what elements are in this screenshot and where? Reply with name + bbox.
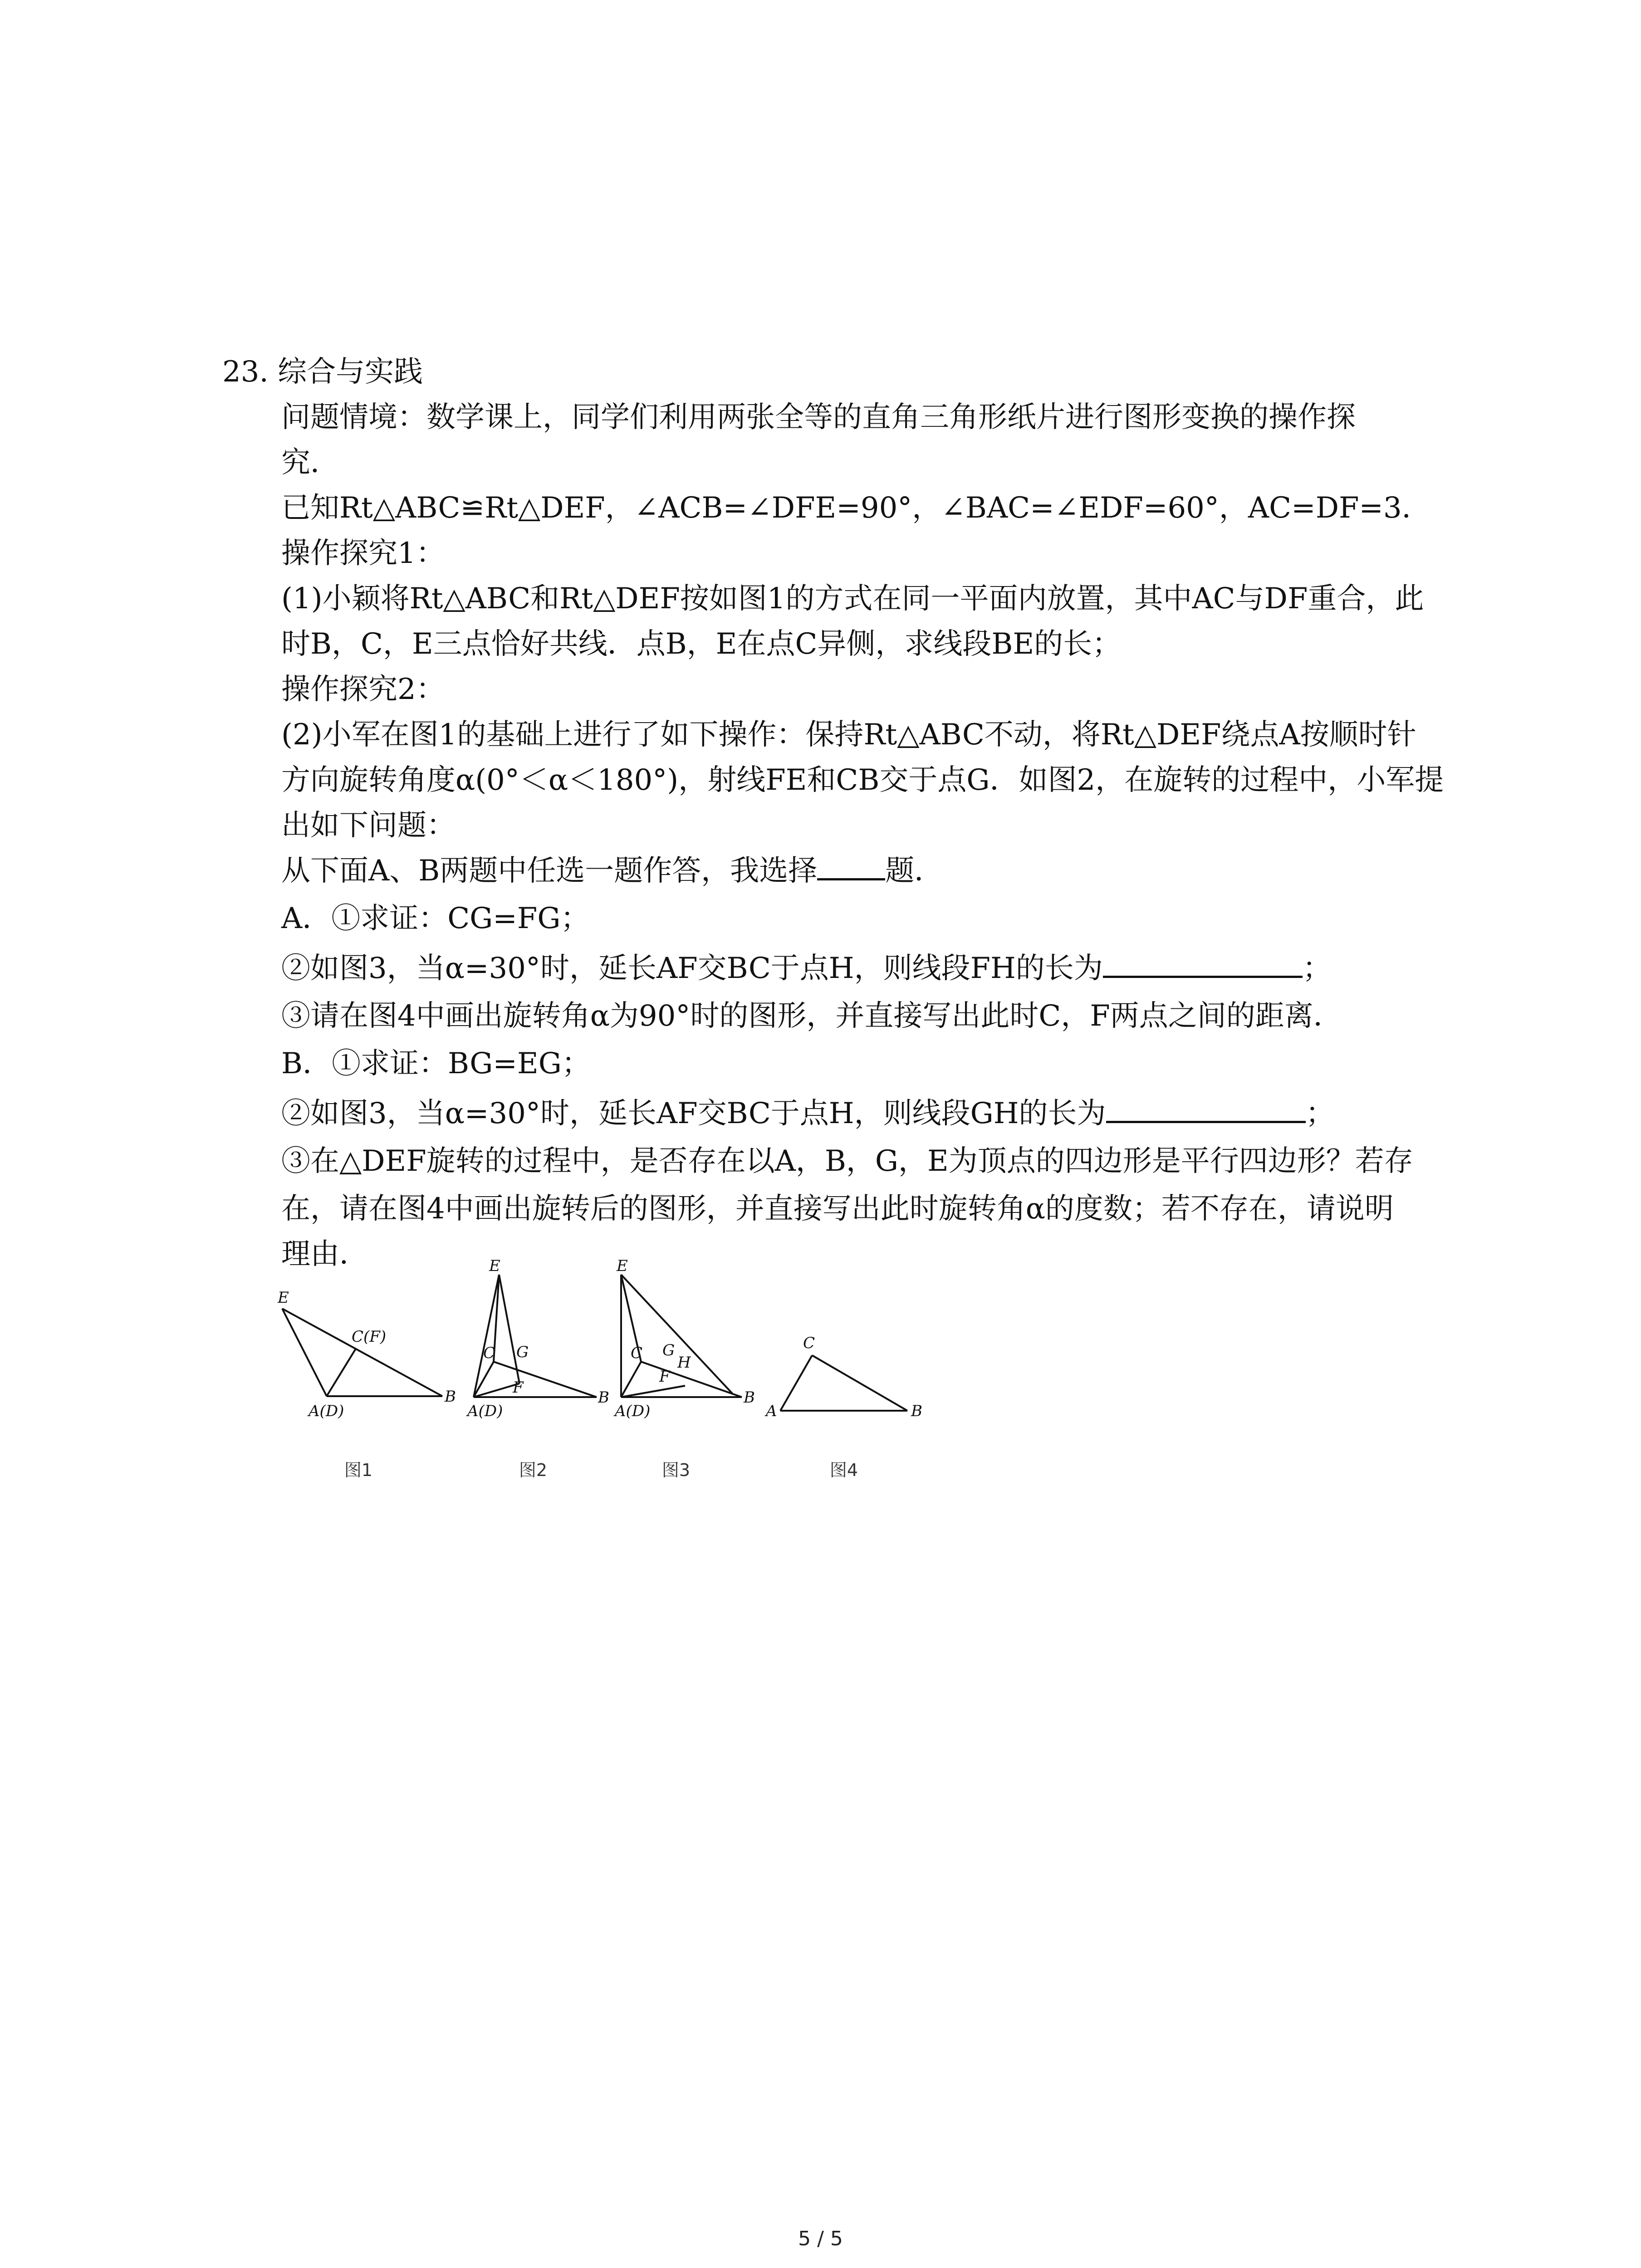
text-line-7: 操作探究2： bbox=[281, 673, 445, 706]
figure-2-caption: 图2 bbox=[519, 1460, 548, 1480]
fig1-label-ad: A(D) bbox=[309, 1402, 344, 1420]
fig2-label-f: F bbox=[513, 1378, 524, 1397]
fig3-label-c: C bbox=[631, 1344, 643, 1362]
text-line-3: 已知Rt△ABC≌Rt△DEF，∠ACB=∠DFE=90°，∠BAC=∠EDF=60°，AC=DF=3． bbox=[281, 491, 1431, 525]
figure-1-caption: 图1 bbox=[344, 1460, 373, 1480]
figure-2 bbox=[463, 1257, 612, 1429]
text-line-6: 时B，C，E三点恰好共线．点B，E在点C异侧，求线段BE的长； bbox=[281, 627, 1122, 661]
text-line-1: 问题情境：数学课上，同学们利用两张全等的直角三角形纸片进行图形变换的操作探 bbox=[281, 401, 1356, 434]
text-line-9: 方向旋转角度α(0°＜α＜180°)，射线FE和CB交于点G．如图2，在旋转的过程中，小军提 bbox=[281, 763, 1444, 797]
fig3-label-f: F bbox=[659, 1368, 670, 1386]
choose-prefix: 从下面A、B两题中任选一题作答，我选择 bbox=[281, 854, 818, 888]
fig3-label-ad: A(D) bbox=[615, 1402, 651, 1420]
text-line-10: 出如下问题： bbox=[281, 809, 456, 842]
problem-title: 23. 综合与实践 bbox=[222, 355, 423, 389]
fig2-label-g: G bbox=[516, 1343, 529, 1361]
choice-blank[interactable] bbox=[817, 851, 885, 880]
fig2-label-e: E bbox=[489, 1257, 500, 1275]
part-a2-prefix: ②如图3，当α=30°时，延长AF交BC于点H，则线段FH的长为 bbox=[281, 952, 1103, 985]
text-line-5: (1)小颖将Rt△ABC和Rt△DEF按如图1的方式在同一平面内放置，其中AC与DF重合，此 bbox=[281, 582, 1424, 616]
text-line-8: (2)小军在图1的基础上进行了如下操作：保持Rt△ABC不动，将Rt△DEF绕点A按顺时针 bbox=[281, 718, 1416, 752]
figure-4 bbox=[753, 1315, 944, 1433]
part-b3-line-1: ③在△DEF旋转的过程中，是否存在以A，B，G，E为顶点的四边形是平行四边形？若存 bbox=[281, 1144, 1413, 1178]
figure-3-caption: 图3 bbox=[661, 1460, 691, 1480]
part-a2 bbox=[281, 946, 1506, 991]
figure-4-caption: 图4 bbox=[829, 1460, 858, 1480]
fig3-label-e: E bbox=[617, 1257, 628, 1275]
fig1-label-e: E bbox=[278, 1289, 289, 1307]
part-a3: ③请在图4中画出旋转角α为90°时的图形，并直接写出此时C，F两点之间的距离． bbox=[281, 999, 1342, 1033]
part-b3-line-2: 在，请在图4中画出旋转后的图形，并直接写出此时旋转角α的度数；若不存在，请说明 bbox=[281, 1192, 1394, 1226]
text-line-2: 究． bbox=[281, 446, 339, 479]
fig3-label-g: G bbox=[662, 1341, 675, 1359]
page-number: 5 / 5 bbox=[798, 2227, 843, 2250]
gh-answer-blank[interactable] bbox=[1106, 1094, 1306, 1123]
fig1-label-b: B bbox=[445, 1388, 456, 1406]
part-b2 bbox=[281, 1091, 1506, 1136]
part-a2-suffix: ； bbox=[1302, 952, 1332, 985]
part-b1: B．①求证：BG=EG； bbox=[281, 1047, 591, 1080]
part-b2-suffix: ； bbox=[1305, 1097, 1335, 1130]
part-a1: A．①求证：CG=FG； bbox=[281, 902, 590, 935]
fh-answer-blank[interactable] bbox=[1103, 948, 1303, 978]
figure-1 bbox=[272, 1284, 463, 1429]
fig3-label-h: H bbox=[677, 1354, 691, 1372]
fig2-label-c: C bbox=[483, 1344, 495, 1362]
fig2-label-b: B bbox=[598, 1388, 609, 1407]
fig4-label-a: A bbox=[766, 1402, 777, 1420]
fig2-label-ad: A(D) bbox=[467, 1402, 503, 1420]
fig4-label-c: C bbox=[803, 1334, 815, 1352]
fig4-label-b: B bbox=[911, 1402, 922, 1420]
choose-suffix: 题． bbox=[885, 854, 944, 888]
figure-3 bbox=[610, 1257, 760, 1429]
fig1-label-cf: C(F) bbox=[352, 1328, 387, 1346]
choose-line bbox=[281, 848, 1506, 894]
part-b3-line-3: 理由． bbox=[281, 1237, 368, 1271]
part-b2-prefix: ②如图3，当α=30°时，延长AF交BC于点H，则线段GH的长为 bbox=[281, 1097, 1106, 1130]
fig3-label-b: B bbox=[744, 1388, 755, 1407]
text-line-4: 操作探究1： bbox=[281, 537, 445, 570]
